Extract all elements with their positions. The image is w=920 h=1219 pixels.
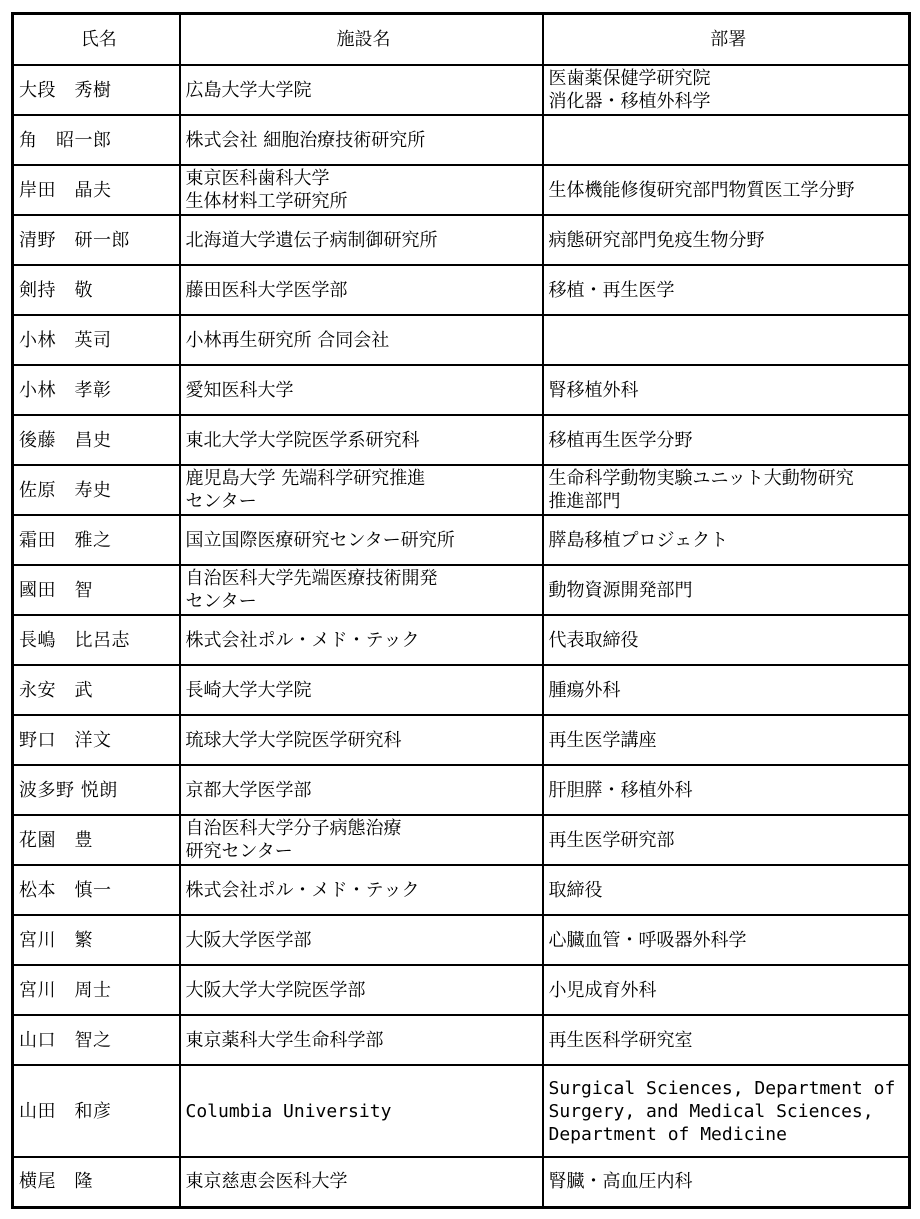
table-body <box>13 65 910 1207</box>
table-row <box>13 115 910 165</box>
department-cell: 取締役 <box>543 865 910 915</box>
table-row <box>13 315 910 365</box>
department-cell: 心臓血管・呼吸器外科学 <box>543 915 910 965</box>
department-cell: 生命科学動物実験ユニット大動物研究 推進部門 <box>543 465 910 515</box>
name-cell: 宮川 周士 <box>13 965 180 1015</box>
department-cell: 小児成育外科 <box>543 965 910 1015</box>
name-cell: 花園 豊 <box>13 815 180 865</box>
facility-cell: 大阪大学大学院医学部 <box>180 965 543 1015</box>
department-cell: 膵島移植プロジェクト <box>543 515 910 565</box>
facility-cell: 東北大学大学院医学系研究科 <box>180 415 543 465</box>
table-row <box>13 615 910 665</box>
table-row <box>13 215 910 265</box>
member-table <box>11 12 911 1209</box>
name-cell: 宮川 繁 <box>13 915 180 965</box>
name-cell: 山田 和彦 <box>13 1065 180 1157</box>
facility-cell: 小林再生研究所 合同会社 <box>180 315 543 365</box>
department-cell <box>543 115 910 165</box>
name-cell: 長嶋 比呂志 <box>13 615 180 665</box>
department-cell: 動物資源開発部門 <box>543 565 910 615</box>
facility-cell: 株式会社ポル・メド・テック <box>180 615 543 665</box>
table-row <box>13 165 910 215</box>
table-row <box>13 815 910 865</box>
table-row <box>13 65 910 115</box>
name-cell: 松本 慎一 <box>13 865 180 915</box>
table-row <box>13 515 910 565</box>
facility-cell: 大阪大学医学部 <box>180 915 543 965</box>
name-cell: 角 昭一郎 <box>13 115 180 165</box>
department-cell: 再生医学講座 <box>543 715 910 765</box>
table-row <box>13 365 910 415</box>
name-cell: 剣持 敬 <box>13 265 180 315</box>
name-cell: 大段 秀樹 <box>13 65 180 115</box>
name-cell: 霜田 雅之 <box>13 515 180 565</box>
name-cell: 國田 智 <box>13 565 180 615</box>
facility-cell: 自治医科大学分子病態治療 研究センター <box>180 815 543 865</box>
facility-cell: 株式会社ポル・メド・テック <box>180 865 543 915</box>
table-row <box>13 565 910 615</box>
department-cell: 腎臓・高血圧内科 <box>543 1157 910 1207</box>
name-cell: 佐原 寿史 <box>13 465 180 515</box>
facility-column-header: 施設名 <box>180 14 543 66</box>
table-row <box>13 1157 910 1207</box>
department-column-header: 部署 <box>543 14 910 66</box>
department-cell: 移植・再生医学 <box>543 265 910 315</box>
table-row <box>13 1015 910 1065</box>
table-row <box>13 965 910 1015</box>
table-row <box>13 415 910 465</box>
facility-cell: 長崎大学大学院 <box>180 665 543 715</box>
table-row <box>13 715 910 765</box>
facility-cell: 愛知医科大学 <box>180 365 543 415</box>
department-cell: 代表取締役 <box>543 615 910 665</box>
table-row <box>13 465 910 515</box>
name-cell: 清野 研一郎 <box>13 215 180 265</box>
facility-cell: 東京医科歯科大学 生体材料工学研究所 <box>180 165 543 215</box>
department-cell: 再生医科学研究室 <box>543 1015 910 1065</box>
facility-cell: 北海道大学遺伝子病制御研究所 <box>180 215 543 265</box>
department-cell: 移植再生医学分野 <box>543 415 910 465</box>
facility-cell: Columbia University <box>180 1065 543 1157</box>
facility-cell: 東京薬科大学生命科学部 <box>180 1015 543 1065</box>
name-cell: 波多野 悦朗 <box>13 765 180 815</box>
name-column-header: 氏名 <box>13 14 180 66</box>
facility-cell: 国立国際医療研究センター研究所 <box>180 515 543 565</box>
department-cell: 再生医学研究部 <box>543 815 910 865</box>
table-row <box>13 915 910 965</box>
name-cell: 小林 英司 <box>13 315 180 365</box>
department-cell: 医歯薬保健学研究院 消化器・移植外科学 <box>543 65 910 115</box>
facility-cell: 自治医科大学先端医療技術開発 センター <box>180 565 543 615</box>
name-cell: 野口 洋文 <box>13 715 180 765</box>
department-cell: 腫瘍外科 <box>543 665 910 715</box>
facility-cell: 琉球大学大学院医学研究科 <box>180 715 543 765</box>
table-header <box>13 14 910 66</box>
name-cell: 永安 武 <box>13 665 180 715</box>
facility-cell: 株式会社 細胞治療技術研究所 <box>180 115 543 165</box>
table-row <box>13 665 910 715</box>
table-row <box>13 865 910 915</box>
name-cell: 岸田 晶夫 <box>13 165 180 215</box>
facility-cell: 鹿児島大学 先端科学研究推進 センター <box>180 465 543 515</box>
department-cell: 病態研究部門免疫生物分野 <box>543 215 910 265</box>
department-cell: 肝胆膵・移植外科 <box>543 765 910 815</box>
name-cell: 山口 智之 <box>13 1015 180 1065</box>
name-cell: 後藤 昌史 <box>13 415 180 465</box>
facility-cell: 京都大学医学部 <box>180 765 543 815</box>
department-cell: 生体機能修復研究部門物質医工学分野 <box>543 165 910 215</box>
table-row <box>13 1065 910 1157</box>
facility-cell: 広島大学大学院 <box>180 65 543 115</box>
department-cell: Surgical Sciences, Department of Surgery, and Medical Sciences, Department of Medicine <box>543 1065 910 1157</box>
facility-cell: 藤田医科大学医学部 <box>180 265 543 315</box>
header-row <box>13 14 910 66</box>
department-cell <box>543 315 910 365</box>
name-cell: 小林 孝彰 <box>13 365 180 415</box>
facility-cell: 東京慈恵会医科大学 <box>180 1157 543 1207</box>
name-cell: 横尾 隆 <box>13 1157 180 1207</box>
table-row <box>13 265 910 315</box>
table-row <box>13 765 910 815</box>
department-cell: 腎移植外科 <box>543 365 910 415</box>
